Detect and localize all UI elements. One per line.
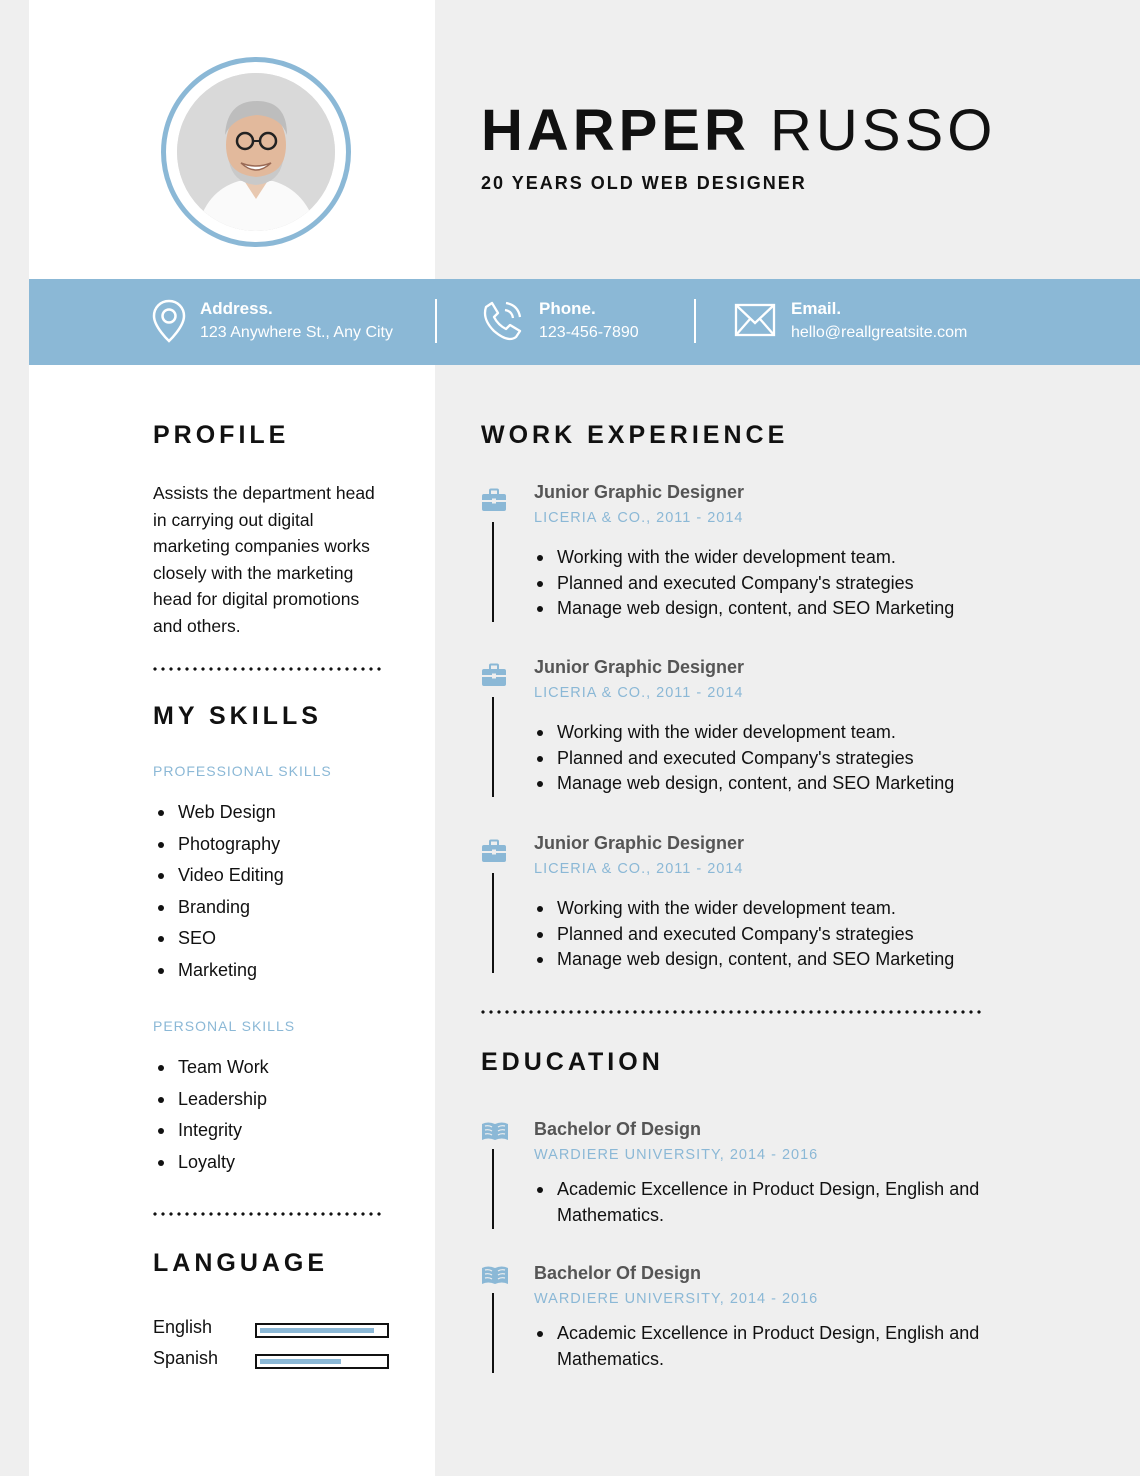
timeline-line (492, 522, 494, 622)
briefcase-icon (481, 663, 507, 692)
job-duty: Planned and executed Company's strategies (534, 571, 954, 597)
profile-photo-frame (161, 57, 351, 247)
envelope-icon (734, 303, 776, 337)
skill-item: Branding (153, 895, 284, 927)
job-duty: Manage web design, content, and SEO Marketing (534, 947, 954, 973)
job-duty: Manage web design, content, and SEO Marketing (534, 771, 954, 797)
timeline-line (492, 697, 494, 797)
job-duties-list (534, 545, 954, 622)
dotted-divider (151, 667, 385, 671)
person-portrait-image (177, 73, 335, 231)
full-name (481, 98, 996, 164)
education-detail: Academic Excellence in Product Design, English and Mathematics. (534, 1177, 987, 1228)
phone-label: Phone. (539, 299, 596, 318)
profile-photo (177, 73, 335, 231)
skill-item: Video Editing (153, 863, 284, 895)
email-label: Email. (791, 299, 842, 318)
phone-value: 123-456-7890 (539, 324, 639, 341)
skill-item: Photography (153, 832, 284, 864)
language-name: English (153, 1317, 213, 1337)
skill-item: SEO (153, 926, 284, 958)
skill-item: Marketing (153, 958, 284, 990)
briefcase-icon (481, 488, 507, 517)
language-name: Spanish (153, 1348, 219, 1368)
phone-icon (480, 299, 524, 343)
school-name: WARDIERE UNIVERSITY, 2014 - 2016 (534, 1291, 819, 1307)
personal-skills-list (153, 1055, 269, 1181)
personal-skills-heading: PERSONAL SKILLS (153, 1018, 296, 1034)
job-duty: Working with the wider development team. (534, 545, 954, 571)
job-company: LICERIA & CO., 2011 - 2014 (534, 861, 744, 877)
professional-skills-list (153, 800, 284, 990)
education-details-list (534, 1321, 987, 1372)
job-duty: Working with the wider development team. (534, 720, 954, 746)
job-duty: Planned and executed Company's strategies (534, 746, 954, 772)
job-duty: Working with the wider development team. (534, 896, 954, 922)
profile-text: Assists the department head in carrying out digital marketing companies works closely with the marketing head for digital promotions and others. (153, 483, 375, 636)
open-book-icon (481, 1120, 509, 1147)
language-level-bar (255, 1354, 389, 1369)
job-subtitle: 20 YEARS OLD WEB DESIGNER (481, 173, 807, 193)
language-level-fill (260, 1359, 341, 1364)
briefcase-icon (481, 839, 507, 868)
education-detail: Academic Excellence in Product Design, English and Mathematics. (534, 1321, 987, 1372)
skill-item: Web Design (153, 800, 284, 832)
timeline-line (492, 1293, 494, 1373)
last-name: RUSSO (770, 98, 997, 163)
degree-title: Bachelor Of Design (534, 1119, 702, 1139)
professional-skills-heading: PROFESSIONAL SKILLS (153, 763, 332, 779)
contact-divider (694, 299, 696, 343)
contact-divider (435, 299, 437, 343)
job-title: Junior Graphic Designer (534, 657, 745, 677)
dotted-divider (151, 1212, 385, 1216)
skill-item: Team Work (153, 1055, 269, 1087)
degree-title: Bachelor Of Design (534, 1263, 702, 1283)
first-name: HARPER (481, 98, 750, 163)
email-value: hello@reallgreatsite.com (791, 324, 968, 341)
job-company: LICERIA & CO., 2011 - 2014 (534, 685, 744, 701)
language-level-fill (260, 1328, 374, 1333)
job-title: Junior Graphic Designer (534, 833, 745, 853)
education-heading: EDUCATION (481, 1048, 664, 1076)
work-experience-heading: WORK EXPERIENCE (481, 421, 789, 449)
job-duty: Manage web design, content, and SEO Marketing (534, 596, 954, 622)
language-level-bar (255, 1323, 389, 1338)
skills-heading: MY SKILLS (153, 702, 322, 730)
language-heading: LANGUAGE (153, 1249, 329, 1277)
school-name: WARDIERE UNIVERSITY, 2014 - 2016 (534, 1147, 819, 1163)
open-book-icon (481, 1264, 509, 1291)
dotted-divider (479, 1010, 981, 1014)
address-value: 123 Anywhere St., Any City (200, 324, 393, 341)
address-label: Address. (200, 299, 273, 318)
job-title: Junior Graphic Designer (534, 482, 745, 502)
contact-bar (29, 279, 1140, 365)
job-company: LICERIA & CO., 2011 - 2014 (534, 510, 744, 526)
skill-item: Loyalty (153, 1150, 269, 1182)
profile-heading: PROFILE (153, 421, 290, 449)
job-duty: Planned and executed Company's strategies (534, 922, 954, 948)
skill-item: Integrity (153, 1118, 269, 1150)
education-details-list (534, 1177, 987, 1228)
timeline-line (492, 873, 494, 973)
job-duties-list (534, 896, 954, 973)
location-pin-icon (152, 299, 186, 343)
job-duties-list (534, 720, 954, 797)
skill-item: Leadership (153, 1087, 269, 1119)
timeline-line (492, 1149, 494, 1229)
